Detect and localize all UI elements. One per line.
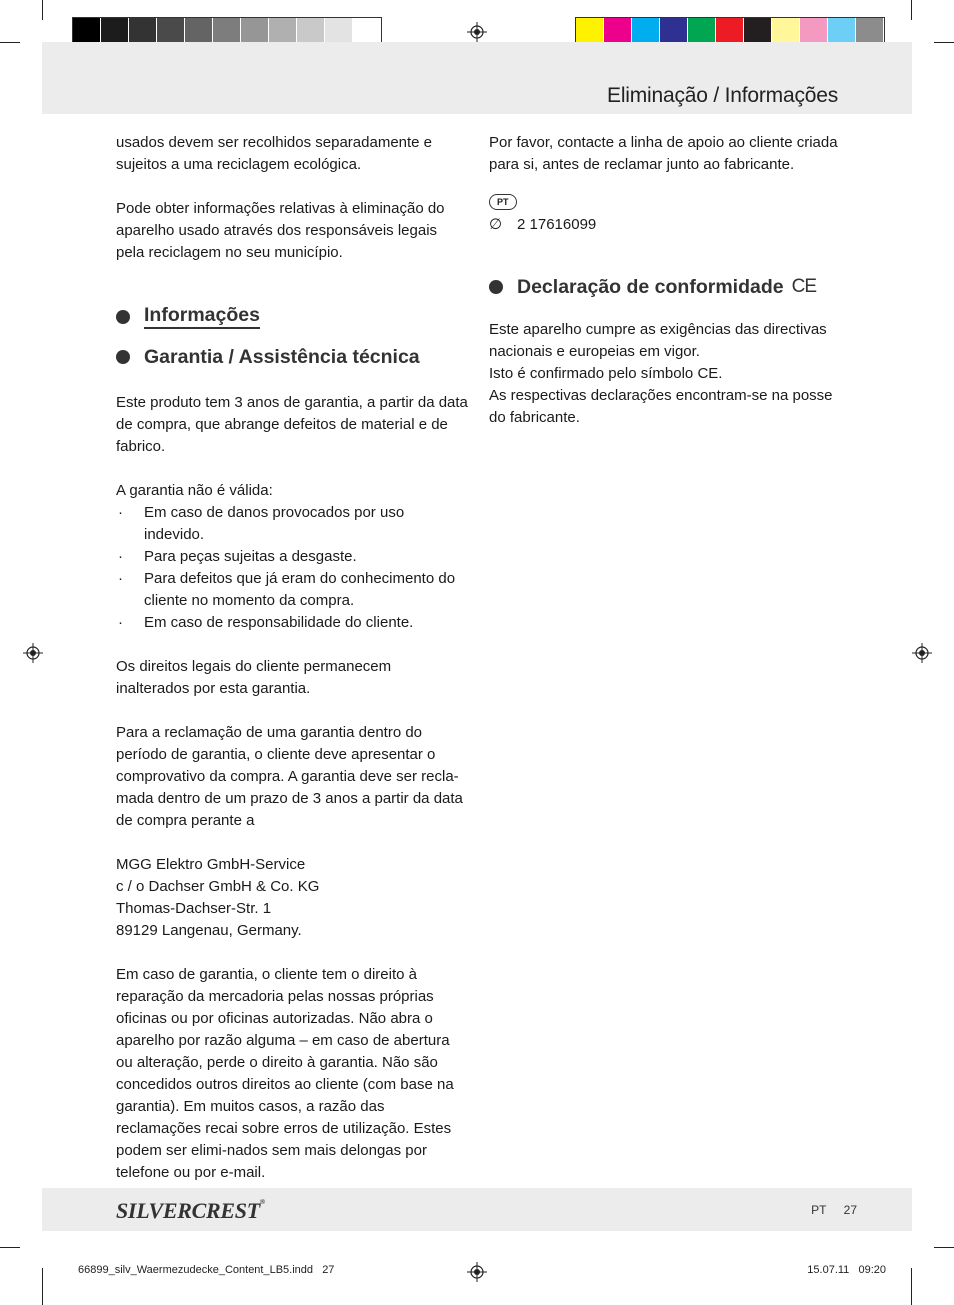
crop-mark [934, 42, 954, 43]
paragraph: usados devem ser recolhidos separadamente e sujeitos a uma reciclagem ecológica. [116, 134, 433, 173]
list-intro: A garantia não é válida: [116, 482, 273, 499]
list-item [116, 502, 468, 546]
page-info [811, 1203, 857, 1217]
list-bullet: · [118, 570, 123, 587]
language-code: PT [811, 1203, 827, 1217]
section-heading-conformity [489, 276, 841, 298]
paragraph: As respectivas declarações encontram-se na posse do fabricante. [489, 387, 833, 426]
crop-mark [911, 1268, 912, 1305]
address-line: 89129 Langenau, Germany. [116, 922, 302, 939]
list-item-text: Em caso de responsabilidade do cliente. [144, 614, 414, 631]
list-item [116, 568, 468, 612]
paragraph: Os direitos legais do cliente permanecem inalterados por esta garantia. [116, 658, 392, 697]
print-slug-date: 15.07.11 09:20 [807, 1264, 886, 1276]
page-number: 27 [843, 1203, 857, 1217]
ce-mark-icon: CE [791, 276, 816, 297]
paragraph: Este produto tem 3 anos de garantia, a partir da data de compra, que abrange defeitos de material e de fabrico. [116, 394, 468, 455]
list-bullet: · [118, 504, 123, 521]
section-heading-information [116, 304, 468, 329]
paragraph: Pode obter informações relativas à eliminação do aparelho usado através dos responsáveis legais pela reciclagem no seu município. [116, 200, 445, 261]
list-bullet: · [118, 614, 123, 631]
left-column [116, 132, 468, 1184]
list-item-text: Em caso de danos provocados por uso indevido. [144, 504, 405, 543]
address-line: c / o Dachser GmbH & Co. KG [116, 878, 320, 895]
paragraph: Para a reclamação de uma garantia dentro do período de garantia, o cliente deve apresentar o comprovativo da compra. A garantia deve ser recla-mada dentro de um prazo de 3 anos a partir da data de compra perante a [116, 724, 463, 829]
heading-text: Informações [144, 304, 260, 329]
heading-text: Garantia / Assistência técnica [144, 346, 420, 368]
right-column [489, 132, 841, 429]
registration-mark-icon [467, 1262, 487, 1282]
brand-part: CREST [191, 1198, 260, 1223]
address-line: Thomas-Dachser-Str. 1 [116, 900, 272, 917]
heading-text: Declaração de conformidade [517, 276, 784, 298]
address-line: MGG Elektro GmbH-Service [116, 856, 306, 873]
bullet-dot-icon [116, 350, 130, 364]
section-heading-warranty [116, 346, 468, 368]
bullet-dot-icon [116, 310, 130, 324]
brand-part: SILVER [116, 1198, 192, 1223]
crop-mark [42, 1268, 43, 1305]
paragraph: Por favor, contacte a linha de apoio ao cliente criada para si, antes de reclamar junto ao fabricante. [489, 134, 838, 173]
crop-mark [0, 42, 20, 43]
brand-logo [116, 1198, 265, 1224]
registration-mark-icon [912, 643, 932, 663]
list-item-text: Para peças sujeitas a desgaste. [144, 548, 357, 565]
print-slug-file: 66899_silv_Waermezudecke_Content_LB5.indd 27 [78, 1264, 335, 1276]
list-bullet: · [118, 548, 123, 565]
registration-mark-icon [467, 22, 487, 42]
crop-mark [934, 1247, 954, 1248]
list-item [116, 546, 468, 568]
crop-mark [0, 1247, 20, 1248]
crop-mark [911, 0, 912, 20]
phone-number: 2 17616099 [517, 216, 597, 233]
paragraph: Isto é confirmado pelo símbolo CE. [489, 365, 723, 382]
paragraph: Este aparelho cumpre as exigências das directivas nacionais e europeias em vigor. [489, 321, 827, 360]
page-title: Eliminação / Informações [607, 84, 838, 107]
bullet-dot-icon [489, 280, 503, 294]
registered-mark: ® [259, 1198, 265, 1206]
country-badge: PT [489, 194, 517, 210]
paragraph: Em caso de garantia, o cliente tem o direito à reparação da mercadoria pelas nossas próprias oficinas ou por oficinas autorizadas. Não abra o aparelho por razão alguma – em caso de abertura ou alteração, perde o direito à garantia. Não são concedidos outros direitos ao cliente (com base na garantia). Em muitos casos, a razão das reclamações recai sobre erros de utilização. Estes podem ser elimi-nados sem mais delongas por telefone ou por e-mail. [116, 966, 454, 1181]
phone-line [489, 214, 841, 236]
phone-icon: ∅ [489, 216, 503, 233]
list-item [116, 612, 468, 634]
crop-mark [42, 0, 43, 20]
registration-mark-icon [23, 643, 43, 663]
list-item-text: Para defeitos que já eram do conhecimento do cliente no momento da compra. [144, 570, 456, 609]
